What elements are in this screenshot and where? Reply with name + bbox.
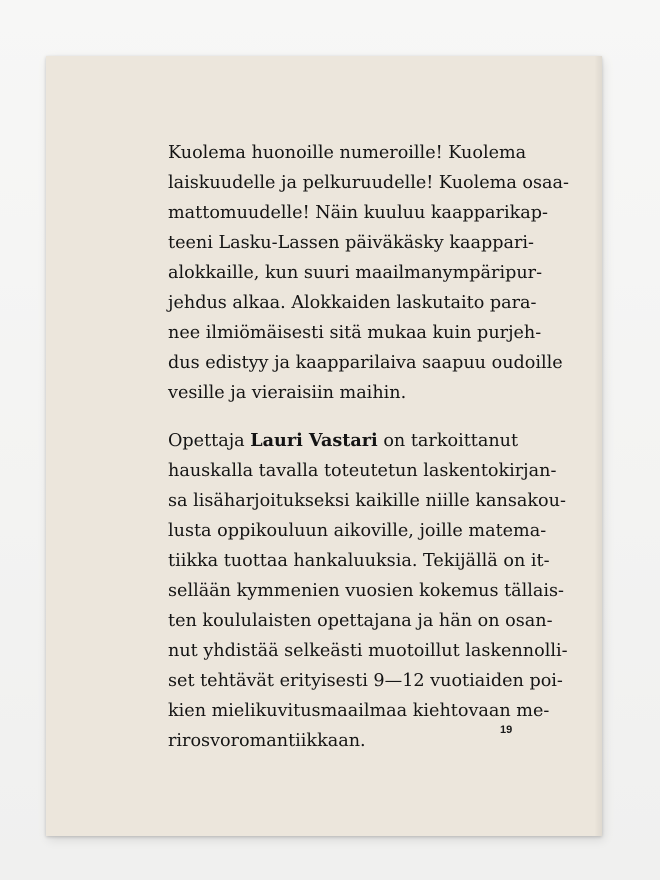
text-line: nut yhdistää selkeästi muotoillut laskennolli- xyxy=(168,641,568,661)
page-number: 19 xyxy=(500,724,513,736)
text-line: rirosvoromantiikkaan. xyxy=(168,731,366,751)
text-line: nee ilmiömäisesti sitä mukaa kuin purjeh- xyxy=(168,323,542,343)
book-page xyxy=(46,56,602,836)
text-fragment: on tarkoittanut xyxy=(377,431,519,451)
page-edge-shadow xyxy=(594,56,602,836)
paragraph-2 xyxy=(168,426,568,756)
author-name: Lauri Vastari xyxy=(250,430,378,451)
text-line: dus edistyy ja kaapparilaiva saapuu oudoille xyxy=(168,353,563,373)
text-line-with-author xyxy=(168,426,519,456)
text-line: lusta oppikouluun aikoville, joille matema- xyxy=(168,521,547,541)
text-line: vesille ja vieraisiin maihin. xyxy=(168,383,407,403)
paragraph-1 xyxy=(168,138,569,408)
text-line: mattomuudelle! Näin kuuluu kaapparikap- xyxy=(168,203,548,223)
text-line: teeni Lasku-Lassen päiväkäsky kaappari- xyxy=(168,233,534,253)
body-text xyxy=(168,138,569,756)
text-line: kien mielikuvitusmaailmaa kiehtovaan me- xyxy=(168,701,550,721)
text-line: alokkaille, kun suuri maailmanympäripur- xyxy=(168,263,543,283)
text-fragment: Opettaja xyxy=(168,431,251,451)
text-line: Kuolema huonoille numeroille! Kuolema xyxy=(168,143,527,163)
text-line: tiikka tuottaa hankaluuksia. Tekijällä on it- xyxy=(168,551,550,571)
text-line: set tehtävät erityisesti 9—12 vuotiaiden poi- xyxy=(168,671,563,691)
text-line: laiskuudelle ja pelkuruudelle! Kuolema osaa- xyxy=(168,173,569,193)
text-line: sellään kymmenien vuosien kokemus tällais- xyxy=(168,581,564,601)
text-line: ten koululaisten opettajana ja hän on osan- xyxy=(168,611,553,631)
text-line: sa lisäharjoitukseksi kaikille niille kansakou- xyxy=(168,491,566,511)
text-line: hauskalla tavalla toteutetun laskentokirjan- xyxy=(168,461,557,481)
text-line: jehdus alkaa. Alokkaiden laskutaito para- xyxy=(168,293,537,313)
